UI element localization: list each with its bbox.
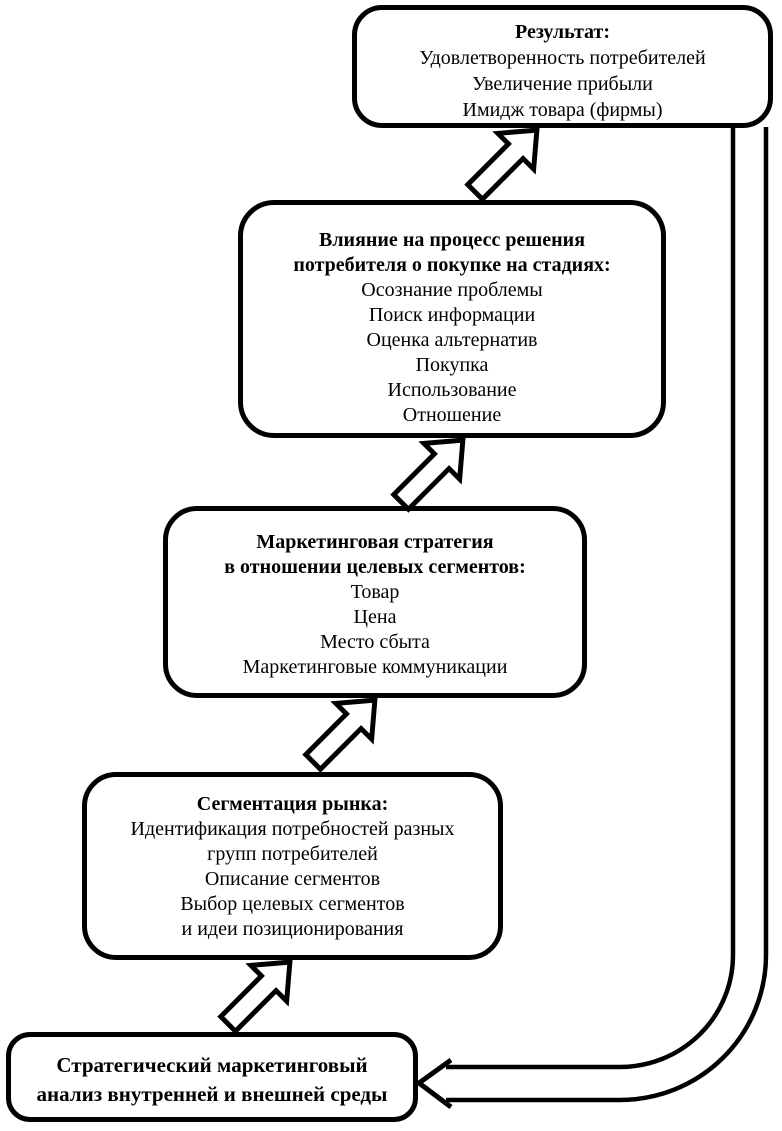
up-right-block-arrow-icon bbox=[386, 425, 478, 517]
box-segmentation bbox=[82, 772, 503, 960]
box-segmentation-item: групп потребителей bbox=[207, 843, 378, 865]
box-influence-item: Покупка bbox=[415, 354, 489, 376]
box-result-item: Удовлетворенность потребителей bbox=[419, 47, 706, 69]
box-segmentation-item: Выбор целевых сегментов bbox=[180, 893, 405, 915]
box-strategy-item: Место сбыта bbox=[320, 631, 430, 653]
box-strategy-title-line1: Маркетинговая стратегия bbox=[256, 531, 494, 553]
box-segmentation-item: Идентификация потребностей разных bbox=[130, 818, 455, 840]
up-right-block-arrow-icon bbox=[460, 115, 552, 207]
box-influence-title-line1: Влияние на процесс решения bbox=[318, 229, 586, 251]
box-segmentation-title: Сегментация рынка: bbox=[196, 793, 389, 815]
box-influence-item: Использование bbox=[387, 379, 517, 401]
box-result-item: Увеличение прибыли bbox=[472, 73, 653, 95]
box-analysis bbox=[6, 1032, 418, 1122]
box-influence-title-line2: потребителя о покупке на стадиях: bbox=[293, 254, 611, 276]
box-result bbox=[352, 5, 773, 128]
box-analysis-title-line1: Стратегический маркетинговый bbox=[56, 1053, 368, 1077]
box-result-title: Результат: bbox=[514, 21, 611, 43]
box-strategy bbox=[163, 506, 587, 698]
box-analysis-title-line2: анализ внутренней и внешней среды bbox=[36, 1082, 388, 1106]
box-strategy-title-line2: в отношении целевых сегментов: bbox=[224, 556, 526, 578]
up-right-block-arrow-icon bbox=[213, 947, 305, 1039]
box-strategy-item: Товар bbox=[350, 581, 400, 603]
box-influence-item: Поиск информации bbox=[368, 304, 536, 326]
box-strategy-item: Цена bbox=[353, 606, 397, 628]
box-segmentation-item: и идеи позиционирования bbox=[181, 918, 404, 940]
box-segmentation-item: Описание сегментов bbox=[204, 868, 381, 890]
box-influence-item: Осознание проблемы bbox=[361, 279, 543, 301]
box-result-item: Имидж товара (фирмы) bbox=[462, 99, 663, 121]
box-strategy-item: Маркетинговые коммуникации bbox=[242, 656, 508, 678]
up-right-block-arrow-icon bbox=[298, 685, 390, 777]
box-influence-item: Оценка альтернатив bbox=[366, 329, 538, 351]
box-influence-item: Отношение bbox=[402, 404, 502, 426]
box-influence bbox=[238, 200, 666, 438]
